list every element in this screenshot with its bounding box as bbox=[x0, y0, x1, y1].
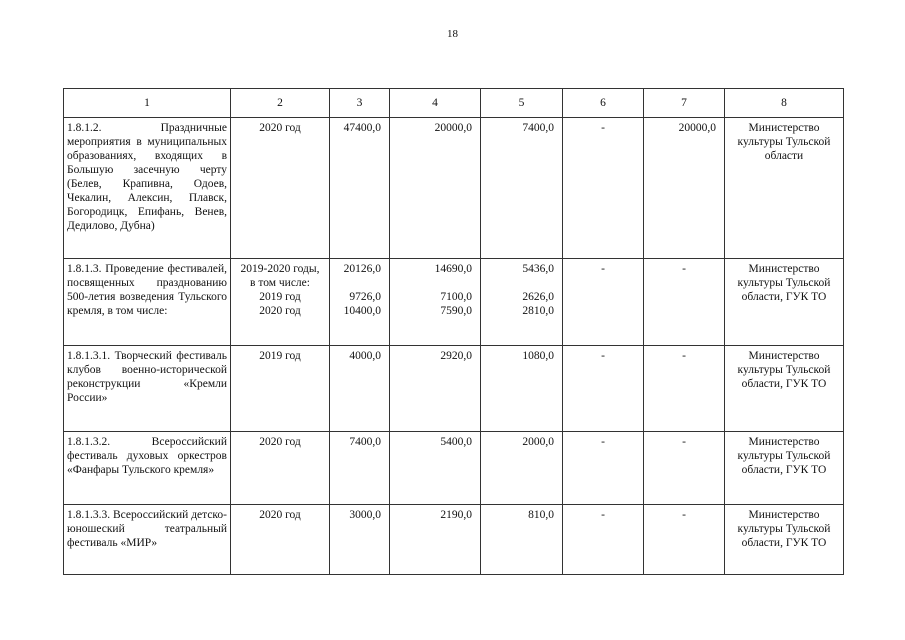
total-cell bbox=[330, 118, 390, 259]
amount-cell: - bbox=[563, 346, 644, 432]
amount-cell bbox=[390, 259, 481, 346]
amount-value: 2920,0 bbox=[440, 350, 472, 362]
period-text: 2020 год bbox=[259, 305, 301, 317]
table-row bbox=[64, 432, 844, 505]
period-text: 2019 год bbox=[259, 350, 301, 362]
amount-cell: - bbox=[644, 259, 725, 346]
amount-value: 2810,0 bbox=[522, 305, 554, 317]
amount-value: 1080,0 bbox=[522, 350, 554, 362]
amount-value: 2626,0 bbox=[522, 291, 554, 303]
amount-value: 3000,0 bbox=[349, 509, 381, 521]
amount-cell: - bbox=[563, 432, 644, 505]
amount-cell bbox=[481, 259, 563, 346]
column-header: 8 bbox=[725, 89, 844, 118]
period-cell bbox=[231, 432, 330, 505]
table-row bbox=[64, 505, 844, 575]
period-cell bbox=[231, 346, 330, 432]
executor-cell: Министерство культуры Тульской области, ГУК ТО bbox=[725, 346, 844, 432]
column-header: 2 bbox=[231, 89, 330, 118]
period-text: 2020 год bbox=[259, 509, 301, 521]
amount-value: 5436,0 bbox=[522, 263, 554, 275]
table-row bbox=[64, 346, 844, 432]
amount-value: 2190,0 bbox=[440, 509, 472, 521]
page-number: 18 bbox=[447, 28, 458, 40]
period-cell bbox=[231, 259, 330, 346]
table-row bbox=[64, 259, 844, 346]
budget-table bbox=[63, 88, 844, 575]
amount-value: 7100,0 bbox=[440, 291, 472, 303]
activity-name-cell: 1.8.1.2. Праздничные мероприятия в муниципальных образованиях, входящих в Большую засечную черту (Белев, Крапивна, Одоев, Чекалин, Алексин, Плавск, Богородицк, Епифань, Венев, Дедилово, Дубна) bbox=[64, 118, 231, 259]
amount-cell bbox=[390, 118, 481, 259]
total-cell bbox=[330, 432, 390, 505]
amount-cell bbox=[390, 505, 481, 575]
table-header-row bbox=[64, 89, 844, 118]
period-text: 2020 год bbox=[259, 436, 301, 448]
amount-cell: - bbox=[563, 505, 644, 575]
amount-value: 14690,0 bbox=[434, 263, 472, 275]
executor-cell: Министерство культуры Тульской области, ГУК ТО bbox=[725, 505, 844, 575]
amount-value: 20000,0 bbox=[434, 122, 472, 134]
amount-cell bbox=[481, 432, 563, 505]
activity-name-cell: 1.8.1.3.2. Всероссийский фестиваль духовых оркестров «Фанфары Тульского кремля» bbox=[64, 432, 231, 505]
amount-value: 7400,0 bbox=[522, 122, 554, 134]
executor-cell: Министерство культуры Тульской области bbox=[725, 118, 844, 259]
amount-value: 47400,0 bbox=[343, 122, 381, 134]
amount-cell: - bbox=[644, 346, 725, 432]
column-header: 3 bbox=[330, 89, 390, 118]
table-row bbox=[64, 118, 844, 259]
period-text: в том числе: bbox=[250, 277, 310, 289]
period-cell bbox=[231, 118, 330, 259]
column-header: 4 bbox=[390, 89, 481, 118]
period-cell bbox=[231, 505, 330, 575]
amount-value: 10400,0 bbox=[343, 305, 381, 317]
amount-value: 4000,0 bbox=[349, 350, 381, 362]
amount-value: 7590,0 bbox=[440, 305, 472, 317]
amount-value: 810,0 bbox=[528, 509, 554, 521]
amount-value: 7400,0 bbox=[349, 436, 381, 448]
amount-cell bbox=[390, 432, 481, 505]
activity-name-cell: 1.8.1.3.3. Всероссийский детско-юношеский театральный фестиваль «МИР» bbox=[64, 505, 231, 575]
amount-value: 2000,0 bbox=[522, 436, 554, 448]
amount-value: 20126,0 bbox=[343, 263, 381, 275]
total-cell bbox=[330, 505, 390, 575]
amount-cell bbox=[481, 346, 563, 432]
amount-cell bbox=[481, 505, 563, 575]
amount-cell: - bbox=[644, 432, 725, 505]
amount-cell: - bbox=[644, 505, 725, 575]
amount-value: 5400,0 bbox=[440, 436, 472, 448]
activity-name-cell: 1.8.1.3.1. Творческий фестиваль клубов военно-исторической реконструкции «Кремли России» bbox=[64, 346, 231, 432]
amount-cell: - bbox=[563, 259, 644, 346]
period-text: 2019 год bbox=[259, 291, 301, 303]
activity-name-cell: 1.8.1.3. Проведение фестивалей, посвященных празднованию 500-летия возведения Тульского кремля, в том числе: bbox=[64, 259, 231, 346]
column-header: 1 bbox=[64, 89, 231, 118]
column-header: 7 bbox=[644, 89, 725, 118]
amount-value: 9726,0 bbox=[349, 291, 381, 303]
amount-cell bbox=[390, 346, 481, 432]
period-text: 2020 год bbox=[259, 122, 301, 134]
column-header: 5 bbox=[481, 89, 563, 118]
amount-cell: 20000,0 bbox=[644, 118, 725, 259]
executor-cell: Министерство культуры Тульской области, ГУК ТО bbox=[725, 432, 844, 505]
total-cell bbox=[330, 259, 390, 346]
column-header: 6 bbox=[563, 89, 644, 118]
amount-cell: - bbox=[563, 118, 644, 259]
total-cell bbox=[330, 346, 390, 432]
executor-cell: Министерство культуры Тульской области, ГУК ТО bbox=[725, 259, 844, 346]
period-text: 2019-2020 годы, bbox=[240, 263, 320, 275]
amount-cell bbox=[481, 118, 563, 259]
